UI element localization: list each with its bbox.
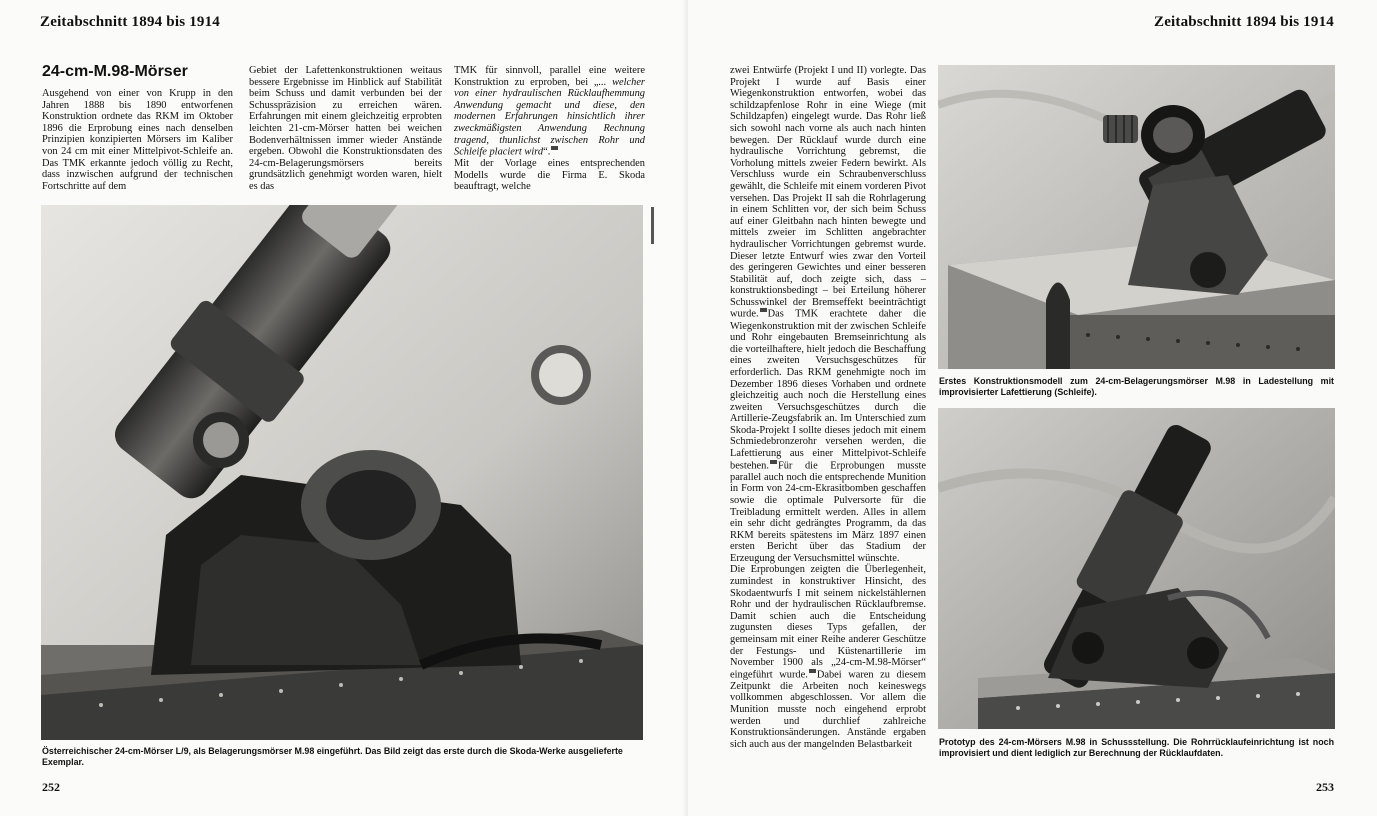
photo-caption-prototype: Prototyp des 24-cm-Mörsers M.98 in Schussstellung. Die Rohrrücklaufeinrichtung ist noch improvisiert und dient lediglich zur Berechnung der Rücklaufdaten. [939, 737, 1334, 759]
text-column-1 [42, 88, 233, 192]
paragraph: Ausgehend von einer von Krupp in den Jahren 1888 bis 1890 entworfenen Konstruktion ordnete das RKM im Oktober 1896 die Erprobung eines nach denselben Prinzipien konzipierten Mörsers im Kaliber von 24 cm mit einer Mittelpivot-Schleife an. Das TMK erkannte jedoch völlig zu Recht, dass inzwischen aufgrund der technischen Fortschritte auf dem [42, 88, 233, 192]
footnote-marker [551, 146, 558, 150]
page-number-left: 252 [42, 780, 60, 794]
text-run: “. [543, 146, 551, 158]
footnote-marker [770, 460, 777, 464]
text-column-right [730, 65, 926, 750]
right-page [688, 0, 1377, 816]
running-head-right: Zeitabschnitt 1894 bis 1914 [1153, 14, 1334, 30]
left-page [0, 0, 688, 816]
photo-caption-model: Erstes Konstruktionsmodell zum 24-cm-Belagerungsmörser M.98 in Ladestellung mit improvisierter Lafettierung (Schleife). [939, 376, 1334, 398]
mortar-photo-prototype [938, 408, 1335, 729]
paragraph [730, 564, 926, 750]
section-title: 24-cm-M.98-Mörser [42, 63, 188, 80]
text-run: zwei Entwürfe (Projekt I und II) vorlegte. Das Projekt I wurde auf Basis einer Wiegenkonstruktion entworfen, wobei das schildzapfenlose Rohr in eine Wiege (mit Schildzapfen) eingelegt wurde. Das Rohr ließ sich sowohl nach vorne als auch nach hinten bewegen. Der Rücklauf wurde durch eine hydraulische Vorrichtung gebremst, die Vorholung mittels zweier Federn bewirkt. Als Verschluss wurde ein Schraubenverschluss gewählt, die Schleife mit einem vorderen Pivot versehen. Das Projekt II sah die Rohrlagerung in einem Schlitten vor, der sich beim Schuss auf einer Gleitbahn nach hinten bewegte und mittels zweier im Schlitten angebrachter hydraulischer Vorrichtungen gebremst wurde. Dieser letzte Entwurf wies zwar den Vorteil des geringeren Gewichtes und einer besseren Stabilität auf, doch zeigte sich, dass – konstruktionsbedingt – bei Erteilung höherer Schusswinkel der Bremseffekt beeinträchtigt wurde. [730, 65, 926, 320]
footnote-marker [760, 308, 767, 312]
paragraph [730, 65, 926, 564]
mortar-model-illustration [938, 65, 1335, 369]
text-column-2 [249, 65, 442, 193]
running-head-left: Zeitabschnitt 1894 bis 1914 [40, 14, 221, 30]
paragraph [454, 65, 645, 158]
text-run: TMK für sinnvoll, parallel eine weitere Konstruktion zu erproben, bei „ [454, 65, 645, 88]
quoted-text: ... welcher von einer hydraulischen Rücklaufhemmung Anwendung gemacht und diese, den modernen Erfahrungen hinsichtlich ihrer zweckmäßigsten Anwendung Rechnung tragend, thunlichst zwischen Rohr und Schleife placiert wird [454, 76, 645, 158]
mortar-photo-main [41, 205, 643, 740]
text-run: Das TMK erachtete daher die Wiegenkonstruktion mit der zwischen Schleife und Rohr eingebauten Bremseinrichtung als die vorteilhaftere, hielt jedoch die Beschaffung eines zweiten Versuchsgeschützes für erforderlich. Das RKM genehmigte noch im Dezember 1896 dieses Vorhaben und ordnete gleichzeitig auch noch die Herstellung eines zweiten Versuchsgeschützes durch die Artillerie-Zeugsfabrik an. Im Unterschied zum Skoda-Projekt I sollte dieses jedoch mit einem Schmiedebronzerohr versehen werden, die Lafettierung aus einer Mittelpivot-Schleife bestehen. [730, 308, 926, 472]
mortar-prototype-illustration [938, 408, 1335, 729]
text-run: Dabei waren zu diesem Zeitpunkt die Arbeiten noch keineswegs vollkommen abgeschlossen. Vor allem die Munition musste noch eingehend erprobt werden und durchlief zahlreiche Konstruktionsänderungen. Anstände ergaben sich auch aus der mangelnden Belastbarkeit [730, 669, 926, 750]
photo-caption-main: Österreichischer 24-cm-Mörser L/9, als Belagerungsmörser M.98 eingeführt. Das Bild zeigt das erste durch die Skoda-Werke ausgelieferte Exemplar. [42, 746, 623, 768]
text-run: Die Erprobungen zeigten die Überlegenheit, zumindest in konstruktiver Hinsicht, des Skodaentwurfs I mit seinem nickelstählernen Rohr und der hydraulischen Rücklaufbremse. Damit schien auch die Entscheidung zugunsten dieses Typs gefallen, der gemeinsam mit einer Reihe anderer Geschütze der Festungs- und Küstenartillerie im November 1900 als „24-cm-M.98-Mörser“ eingeführt wurde. [730, 564, 926, 681]
mortar-illustration [41, 205, 643, 740]
mortar-photo-model [938, 65, 1335, 369]
text-column-3 [454, 65, 645, 193]
paragraph: Mit der Vorlage eines entsprechenden Modells wurde die Firma E. Skoda beauftragt, welche [454, 158, 645, 193]
text-run: Für die Erprobungen musste parallel auch noch die entsprechende Munition in Form von 24-cm-Ekrasitbomben geschaffen sowie die optimale Pulversorte für die Treibladung ermittelt werden. Alles in allem ein sehr dicht gedrängtes Programm, da das RKM bereits spätestens im März 1897 einen ersten Bericht über das Stadium der Erzeugung der Versuchsmittel wünschte. [730, 460, 926, 564]
paragraph: Gebiet der Lafettenkonstruktionen weitaus bessere Ergebnisse im Hinblick auf Stabilität beim Schuss und damit verbunden bei der Schusspräzision zu erreichen wären. Erfahrungen mit einem gleichzeitig erprobten leichten 21-cm-Mörser hatten bei weichen Bodenverhältnissen immer wieder Anstände ergeben. Obwohl die Konstruktionsdaten des 24-cm-Belagerungsmörsers bereits grundsätzlich genehmigt worden waren, hielt es das [249, 65, 442, 192]
margin-marker [651, 207, 654, 244]
footnote-marker [809, 669, 816, 673]
page-number-right: 253 [1316, 780, 1334, 794]
